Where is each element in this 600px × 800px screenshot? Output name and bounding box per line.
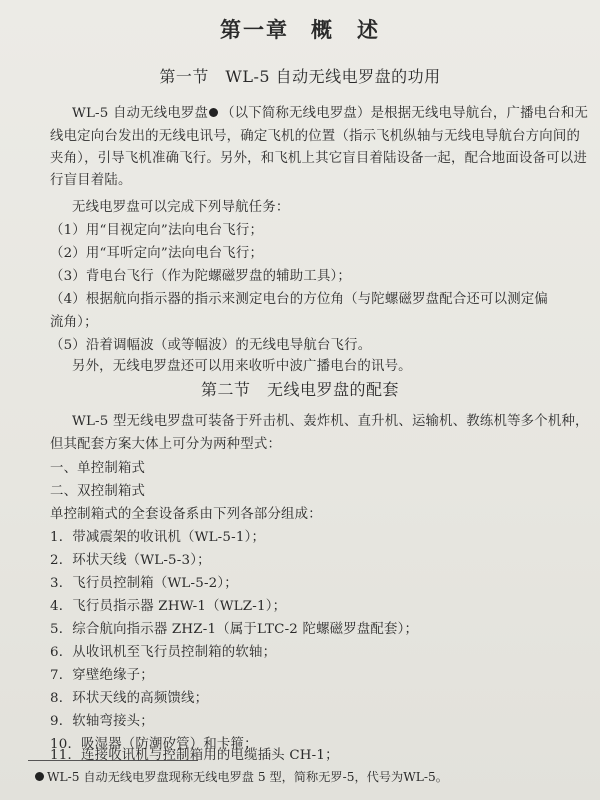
list-intro: 单控制箱式的全套设备系由下列各部分组成： — [50, 507, 322, 522]
section2-title: 第二节 无线电罗盘的配套 — [200, 380, 399, 399]
type-2: 二、双控制箱式 — [50, 484, 146, 499]
footnote — [34, 768, 448, 785]
task-2: （2）用“耳听定向”法向电台飞行； — [50, 246, 264, 261]
footnote-marker-icon — [35, 772, 44, 781]
section1-title: 第一节 WL-5 自动无线电罗盘的功用 — [159, 67, 441, 86]
footnote-text: WL-5 自动无线电罗盘现称无线电罗盘 5 型，简称无罗-5，代号为WL-5。 — [47, 770, 448, 784]
task-4-cont: 流角）； — [50, 315, 98, 330]
type-1: 一、单控制箱式 — [50, 461, 146, 476]
list-item: 11．连接收讯机与控制箱用的电缆插头 CH-1； — [50, 748, 339, 763]
list-item: 7．穿壁绝缘子； — [50, 668, 154, 683]
section2-para1-line1: WL-5 型无线电罗盘可装备于歼击机、轰炸机、直升机、运输机、教练机等多个机种， — [72, 414, 589, 429]
list-item: 3．飞行员控制箱（WL-5-2）； — [50, 576, 238, 591]
list-item: 6．从收讯机至飞行员控制箱的软轴； — [50, 645, 277, 660]
list-item: 5．综合航向指示器 ZHZ-1（属于LTC-2 陀螺磁罗盘配套）； — [50, 622, 419, 637]
section1-extra: 另外，无线电罗盘还可以用来收听中波广播电台的讯号。 — [72, 359, 412, 374]
list-item: 8．环状天线的高频馈线； — [50, 691, 209, 706]
list-item: 1．带减震架的收讯机（WL-5-1）； — [50, 530, 266, 545]
section1-para1-line4: 行盲目着陆。 — [50, 173, 132, 188]
tasks-intro: 无线电罗盘可以完成下列导航任务： — [72, 200, 290, 215]
list-item: 4．飞行员指示器 ZHW-1（WLZ-1）； — [50, 599, 287, 614]
chapter-number: 第一章 — [220, 17, 289, 42]
chapter-title — [0, 14, 600, 44]
task-1: （1）用“目视定向”法向电台飞行； — [50, 223, 264, 238]
list-item: 2．环状天线（WL-5-3）； — [50, 553, 211, 568]
task-5: （5）沿着调幅波（或等幅波）的无线电导航台飞行。 — [50, 338, 372, 353]
section1-para1-line1: WL-5 自动无线电罗盘 （以下简称无线电罗盘）是根据无线电导航台，广播电台和无 — [72, 106, 589, 121]
section1-para1-line3: 夹角），引导飞机准确飞行。另外，和飞机上其它盲目着陆设备一起，配合地面设备可以进 — [50, 151, 587, 166]
list-item: 9．软轴弯接头； — [50, 714, 154, 729]
list-item: 10．吸湿器（防潮矽管）和卡箍； — [50, 737, 258, 752]
section1-para1-line2: 线电定向台发出的无线电讯号，确定飞机的位置（指示飞机纵轴与无线电导航台方向间的 — [50, 129, 581, 144]
task-3: （3）背电台飞行（作为陀螺磁罗盘的辅助工具）； — [50, 269, 352, 284]
task-4: （4）根据航向指示器的指示来测定电台的方位角（与陀螺磁罗盘配合还可以测定偏 — [50, 292, 548, 307]
chapter-name: 概 述 — [311, 17, 380, 42]
footnote-marker-icon — [209, 108, 218, 117]
section2-para1-line2: 但其配套方案大体上可分为两种型式： — [50, 437, 282, 452]
